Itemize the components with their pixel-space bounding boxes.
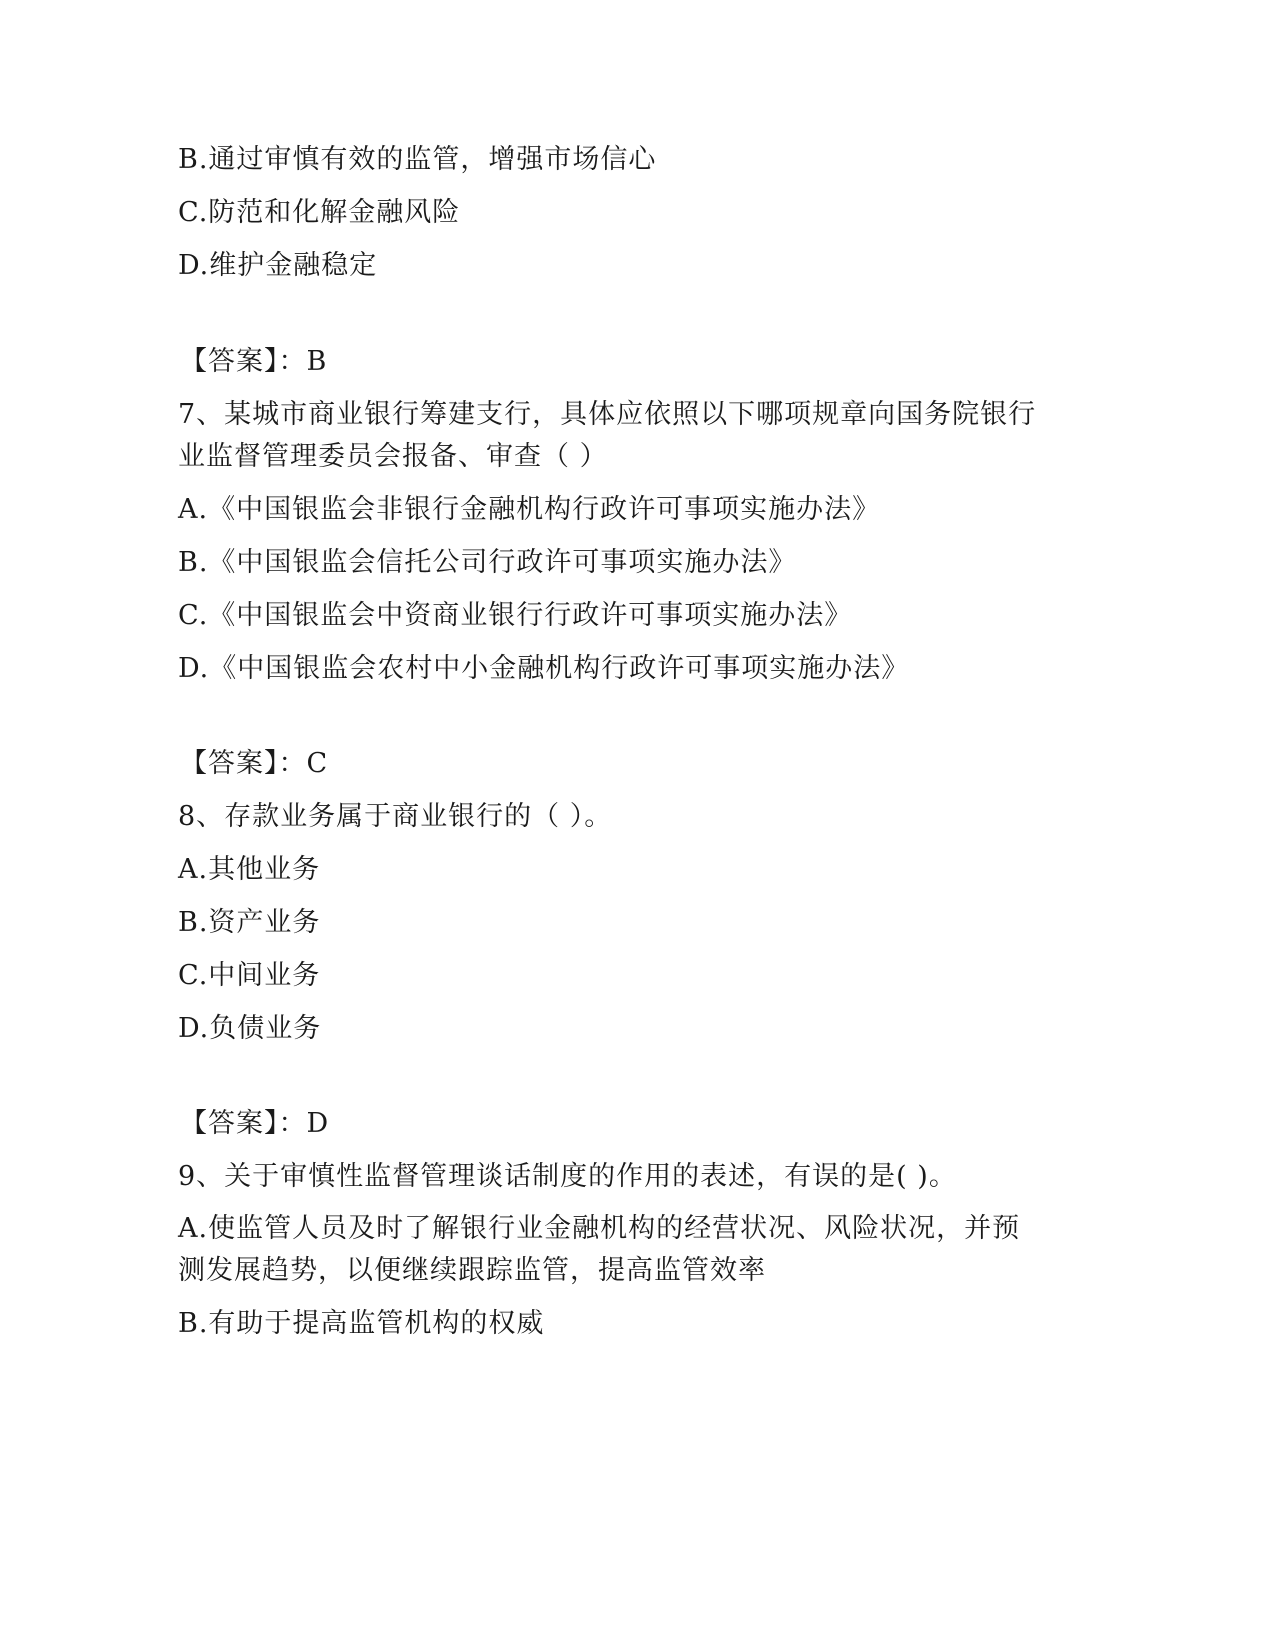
q9-option-a-line2: 测发展趋势，以便继续跟踪监管，提高监管效率 [178,1255,766,1286]
q8-option-b: B.资产业务 [178,907,321,938]
q8-option-c: C.中间业务 [178,960,321,991]
q9-option-b: B.有助于提高监管机构的权威 [178,1308,545,1339]
q7-stem-line1: 7、某城市商业银行筹建支行，具体应依照以下哪项规章向国务院银行 [178,399,1037,430]
q7-answer: 【答案】：C [180,748,329,779]
q7-option-b: B.《中国银监会信托公司行政许可事项实施办法》 [178,547,797,578]
q9-option-a-line1: A.使监管人员及时了解银行业金融机构的经营状况、风险状况，并预 [178,1213,1021,1244]
q6-answer: 【答案】：B [180,346,328,377]
q9-stem: 9、关于审慎性监督管理谈话制度的作用的表述，有误的是( )。 [178,1161,957,1192]
q7-option-a: A.《中国银监会非银行金融机构行政许可事项实施办法》 [178,494,881,525]
q7-option-c: C.《中国银监会中资商业银行行政许可事项实施办法》 [178,600,853,631]
q7-stem-line2: 业监督管理委员会报备、审查（ ） [178,441,608,472]
q8-option-d: D.负债业务 [178,1013,322,1044]
q7-option-d: D.《中国银监会农村中小金融机构行政许可事项实施办法》 [178,653,910,684]
q8-stem: 8、存款业务属于商业银行的（ ）。 [178,801,613,832]
q6-option-d: D.维护金融稳定 [178,250,378,281]
q8-answer: 【答案】：D [180,1108,330,1139]
q6-option-b: B.通过审慎有效的监管，增强市场信心 [178,144,657,175]
q6-option-c: C.防范和化解金融风险 [178,197,461,228]
q8-option-a: A.其他业务 [178,854,321,885]
